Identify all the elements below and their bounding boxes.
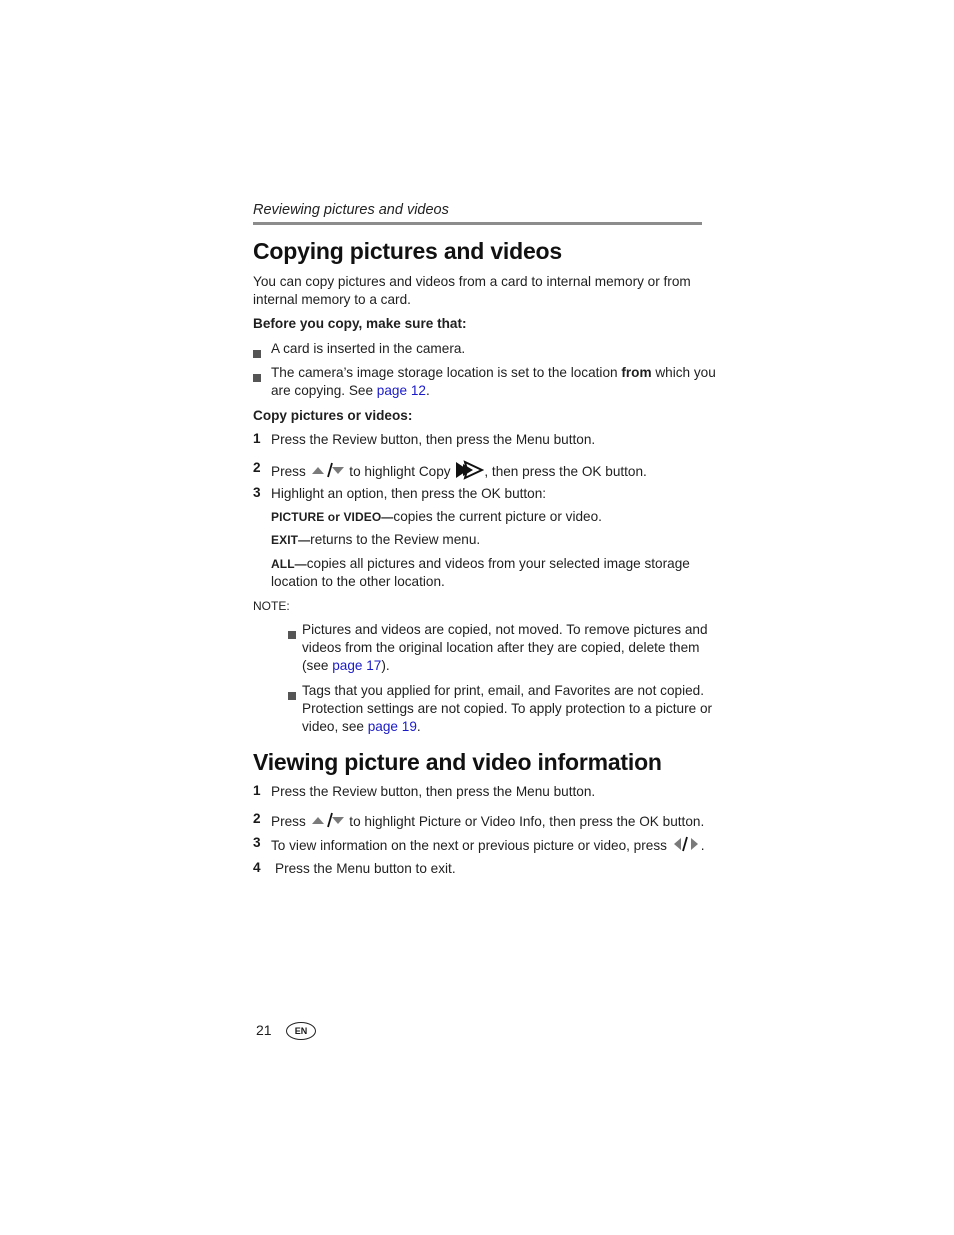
page-12-link[interactable]: page 12 (376, 383, 426, 398)
bullet-square-icon (288, 626, 296, 644)
intro-line-1: You can copy pictures and videos from a card to internal memory or from (253, 274, 691, 289)
view-step-2: Press to highlight Picture or Video Info, then press the OK button. (271, 811, 704, 834)
language-badge: EN (286, 1022, 316, 1040)
page-19-link[interactable]: page 19 (367, 719, 417, 734)
section-title-viewing: Viewing picture and video information (253, 749, 662, 775)
step-number: 1 (253, 783, 261, 798)
step-number: 2 (253, 811, 261, 826)
note-1-line-3: (see page 17). (302, 658, 390, 673)
bullet-storage-line-1: The camera’s image storage location is set to the location from which you (271, 365, 716, 380)
step-number: 1 (253, 431, 261, 446)
copy-step-2: Press to highlight Copy , then press the OK button. (271, 460, 647, 485)
copy-step-3: Highlight an option, then press the OK button: (271, 486, 547, 501)
up-down-arrows-icon (310, 811, 346, 834)
left-right-arrows-icon (671, 835, 701, 858)
step-number: 3 (253, 835, 261, 850)
bullet-card-inserted: A card is inserted in the camera. (271, 341, 466, 356)
bullet-storage-line-2: are copying. See page 12. (271, 383, 430, 398)
option-picture-or-video: PICTURE or VIDEO—copies the current picture or video. (271, 509, 602, 524)
copy-heading: Copy pictures or videos: (253, 408, 413, 423)
running-header: Reviewing pictures and videos (253, 202, 449, 218)
view-step-1: Press the Review button, then press the Menu button. (271, 784, 596, 799)
page-17-link[interactable]: page 17 (332, 658, 382, 673)
note-1-line-1: Pictures and videos are copied, not moved. To remove pictures and (302, 622, 708, 637)
up-down-arrows-icon (310, 461, 346, 484)
option-all-line-2: location to the other location. (271, 574, 445, 589)
step-number: 3 (253, 485, 261, 500)
note-2-line-1: Tags that you applied for print, email, and Favorites are not copied. (302, 683, 704, 698)
intro-line-2: internal memory to a card. (253, 292, 411, 307)
view-step-3: To view information on the next or previous picture or video, press . (271, 835, 705, 858)
bullet-square-icon (253, 345, 261, 363)
note-2-line-2: Protection settings are not copied. To apply protection to a picture or (302, 701, 713, 716)
note-label: NOTE: (253, 599, 290, 613)
step-number: 2 (253, 460, 261, 475)
bullet-square-icon (253, 369, 261, 387)
option-exit: EXIT—returns to the Review menu. (271, 532, 481, 547)
step-number: 4 (253, 860, 261, 875)
section-title-copying: Copying pictures and videos (253, 238, 562, 264)
page-number: 21 (256, 1022, 272, 1038)
before-copy-heading: Before you copy, make sure that: (253, 316, 467, 331)
note-1-line-2: videos from the original location after they are copied, delete them (302, 640, 700, 655)
bullet-square-icon (288, 687, 296, 705)
view-step-4: Press the Menu button to exit. (275, 861, 456, 876)
copy-icon (454, 460, 484, 485)
note-2-line-3: video, see page 19. (302, 719, 421, 734)
option-all: ALL—copies all pictures and videos from your selected image storage (271, 556, 690, 571)
copy-step-1: Press the Review button, then press the Menu button. (271, 432, 596, 447)
header-rule (253, 222, 702, 225)
